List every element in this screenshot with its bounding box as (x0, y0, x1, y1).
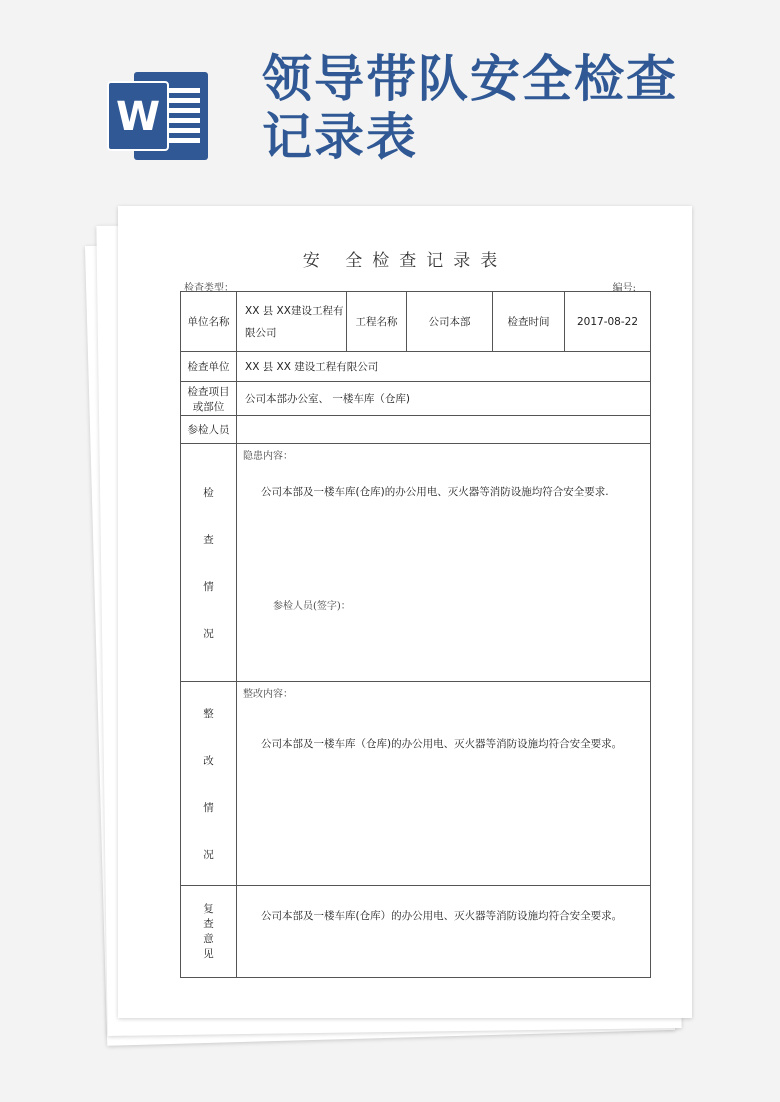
check-time-value: 2017-08-22 (565, 292, 651, 352)
project-name-value: 公司本部 (407, 292, 493, 352)
unit-name-label: 单位名称 (181, 292, 237, 352)
form-row-review (181, 886, 651, 978)
hazard-content-text: 公司本部及一楼车库(仓库)的办公用电、灭火器等消防设施均符合安全要求. (261, 486, 609, 498)
review-content (237, 886, 651, 978)
signature-label: 参检人员(签字)： (273, 601, 351, 612)
document-title: 安 全检查记录表 (302, 251, 508, 271)
vertical-char: 整 (203, 707, 214, 720)
logo-letter: W (115, 94, 161, 140)
vertical-char: 情 (203, 580, 214, 593)
vertical-char: 见 (203, 947, 214, 960)
review-content-text: 公司本部及一楼车库(仓库）的办公用电、灭火器等消防设施均符合安全要求。 (261, 910, 623, 922)
rectify-situation-vertical-label (181, 682, 237, 886)
vertical-char: 改 (203, 754, 214, 767)
number-label: 编号: (612, 283, 636, 294)
check-item-label-line1: 检查项目 (187, 385, 230, 398)
vertical-char: 查 (203, 917, 214, 930)
vertical-char: 复 (203, 902, 214, 915)
vertical-char: 意 (203, 932, 214, 945)
vertical-char: 况 (203, 627, 214, 640)
unit-name-value (237, 292, 347, 352)
document-page (118, 206, 692, 1018)
rectify-situation-content (237, 682, 651, 886)
word-logo-icon (106, 66, 210, 166)
check-time-label: 检查时间 (493, 292, 565, 352)
check-unit-label: 检查单位 (181, 352, 237, 382)
hazard-content-label: 隐患内容： (243, 451, 293, 462)
check-unit-value: XX 县 XX 建设工程有限公司 (237, 352, 651, 382)
review-vertical-label (181, 886, 237, 978)
form-row-check-item (181, 382, 651, 416)
vertical-char: 况 (203, 848, 214, 861)
check-situation-vertical-label (181, 444, 237, 682)
participants-value (237, 416, 651, 444)
check-item-label (181, 382, 237, 416)
check-item-value: 公司本部办公室、 一楼车库（仓库) (237, 382, 651, 416)
form-row-check-unit (181, 352, 651, 382)
rectify-content-text: 公司本部及一楼车库（仓库)的办公用电、灭火器等消防设施均符合安全要求。 (261, 738, 623, 750)
form-row-unit (181, 292, 651, 352)
participants-label: 参检人员 (181, 416, 237, 444)
hero-title-line2: 记录表 (262, 108, 418, 166)
hero-title-line1: 领导带队安全检查 (262, 50, 678, 108)
vertical-char: 情 (203, 801, 214, 814)
form-row-participants (181, 416, 651, 444)
check-situation-content (237, 444, 651, 682)
form-row-rectify-situation (181, 682, 651, 886)
vertical-char: 检 (203, 486, 214, 499)
inspection-form-table (180, 291, 651, 978)
hero-title (262, 50, 742, 166)
project-name-label: 工程名称 (347, 292, 407, 352)
unit-name-value-line2: 限公司 (245, 326, 277, 339)
vertical-char: 查 (203, 533, 214, 546)
rectify-content-label: 整改内容： (243, 689, 293, 700)
check-item-label-line2: 或部位 (192, 400, 225, 413)
form-row-check-situation (181, 444, 651, 682)
unit-name-value-line1: XX 县 XX建设工程有 (245, 304, 344, 317)
check-type-label: 检查类型： (184, 283, 234, 294)
